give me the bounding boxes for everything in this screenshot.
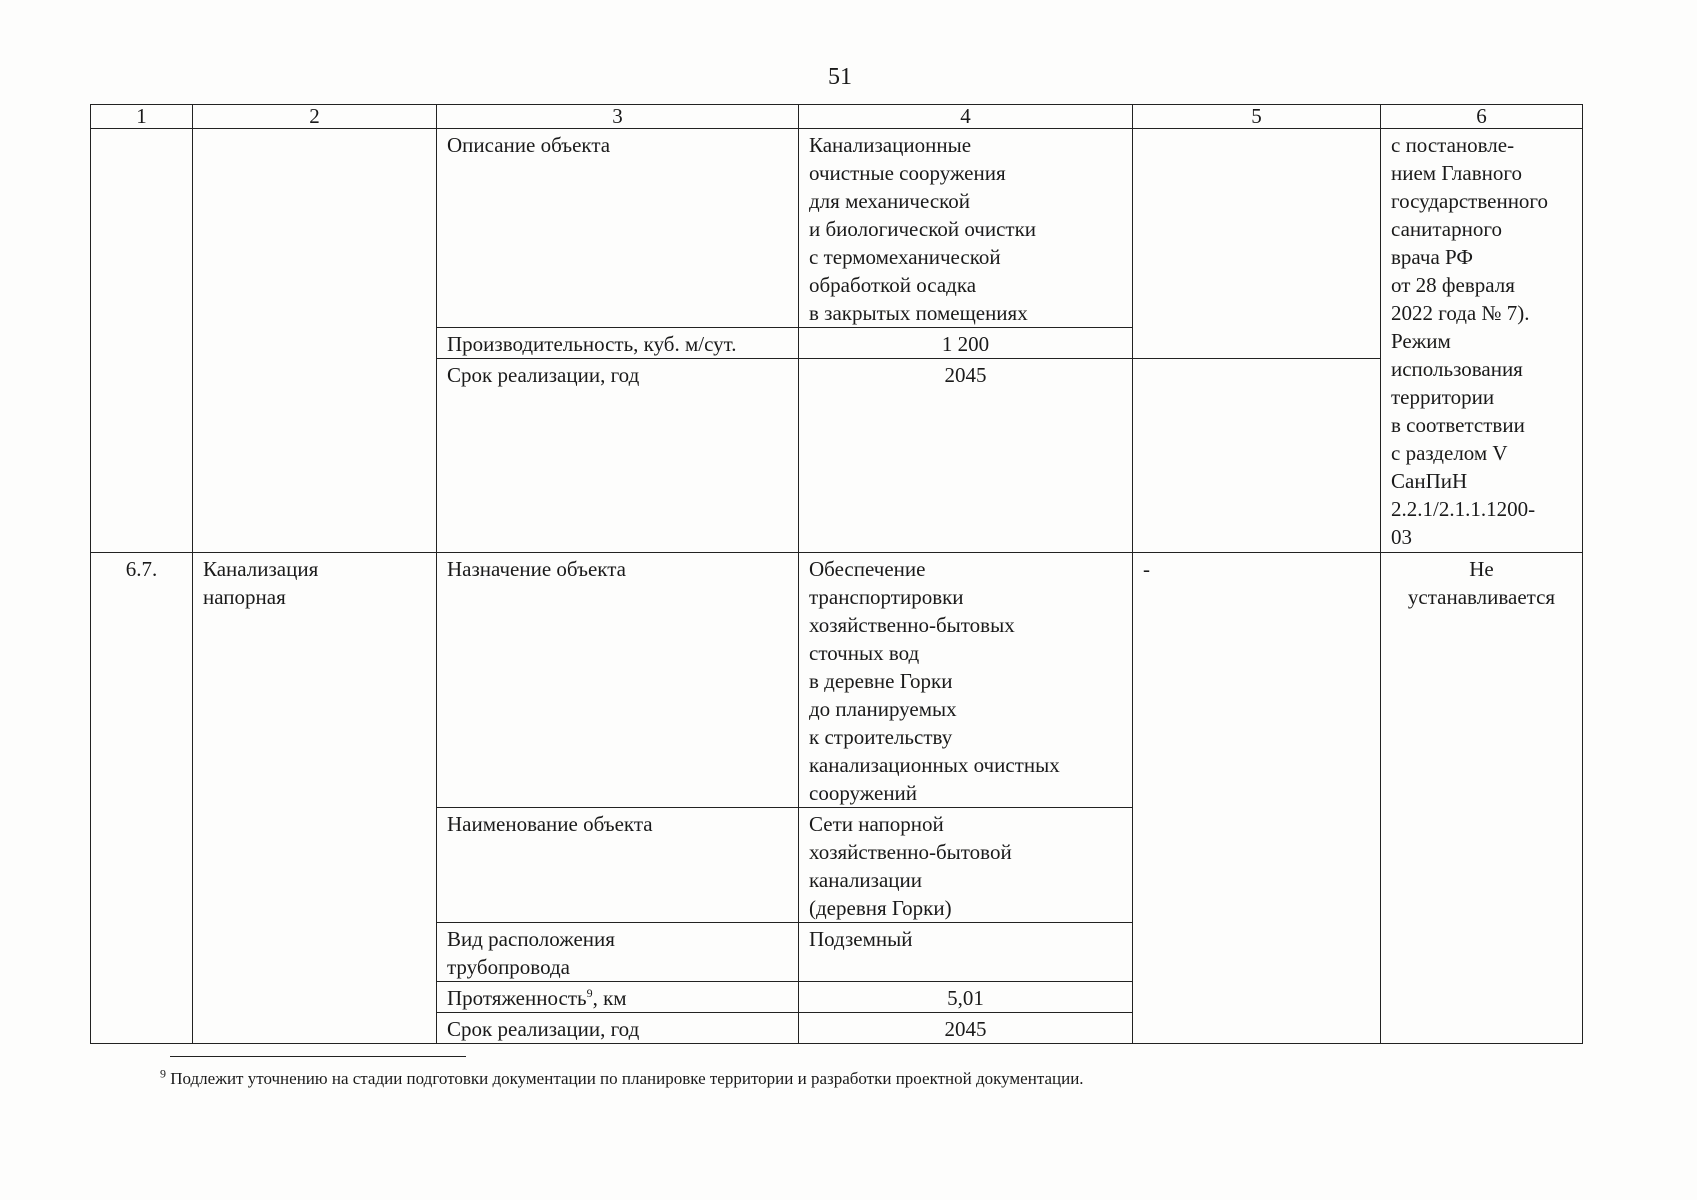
footnote xyxy=(160,1068,1560,1090)
cell-col5: - xyxy=(1133,553,1381,1044)
cell-label: Вид расположения трубопровода xyxy=(437,923,799,982)
header-cell: 2 xyxy=(193,105,437,129)
objects-table xyxy=(90,104,1583,1044)
cell-value: Сети напорной хозяйственно-бытовой канализации (деревня Горки) xyxy=(799,808,1133,923)
footnote-mark: 9 xyxy=(160,1066,166,1081)
header-cell: 3 xyxy=(437,105,799,129)
cell-label: Описание объекта xyxy=(437,129,799,328)
cell-col5 xyxy=(1133,129,1381,359)
cell-value: Обеспечение транспортировки хозяйственно-бытовых сточных вод в деревне Горки до планируемых к строительству канализационных очистных сооружений xyxy=(799,553,1133,808)
cell-name: Канализация напорная xyxy=(193,553,437,1044)
cell-name xyxy=(193,129,437,553)
cell-label: Срок реализации, год xyxy=(437,1013,799,1044)
footnote-ref: 9 xyxy=(586,986,593,1000)
cell-col5 xyxy=(1133,359,1381,553)
cell-value: 1 200 xyxy=(799,328,1133,359)
cell-col6: с постановле- нием Главного государственного санитарного врача РФ от 28 февраля 2022 года № 7). Режим использования территории в соответствии с разделом V СанПиН 2.2.1/2.1.1.1200- 03 xyxy=(1381,129,1583,553)
cell-number: 6.7. xyxy=(91,553,193,1044)
cell-number xyxy=(91,129,193,553)
cell-label xyxy=(437,982,799,1013)
header-cell: 6 xyxy=(1381,105,1583,129)
cell-label: Производительность, куб. м/сут. xyxy=(437,328,799,359)
cell-value: Подземный xyxy=(799,923,1133,982)
header-cell: 1 xyxy=(91,105,193,129)
footnote-divider xyxy=(170,1056,466,1057)
header-row xyxy=(91,105,1583,129)
header-cell: 4 xyxy=(799,105,1133,129)
header-cell: 5 xyxy=(1133,105,1381,129)
table-row xyxy=(91,129,1583,328)
cell-col6: Не устанавливается xyxy=(1381,553,1583,1044)
table-row xyxy=(91,553,1583,808)
cell-value: 2045 xyxy=(799,359,1133,553)
cell-label: Срок реализации, год xyxy=(437,359,799,553)
cell-value: Канализационные очистные сооружения для механической и биологической очистки с термомеханической обработкой осадка в закрытых помещениях xyxy=(799,129,1133,328)
cell-label: Наименование объекта xyxy=(437,808,799,923)
cell-value: 5,01 xyxy=(799,982,1133,1013)
page-number: 51 xyxy=(828,64,852,90)
length-label: Протяженность xyxy=(447,986,587,1010)
cell-label: Назначение объекта xyxy=(437,553,799,808)
length-unit: , км xyxy=(592,986,627,1010)
cell-value: 2045 xyxy=(799,1013,1133,1044)
footnote-text: Подлежит уточнению на стадии подготовки документации по планировке территории и разработки проектной документации. xyxy=(166,1069,1084,1088)
